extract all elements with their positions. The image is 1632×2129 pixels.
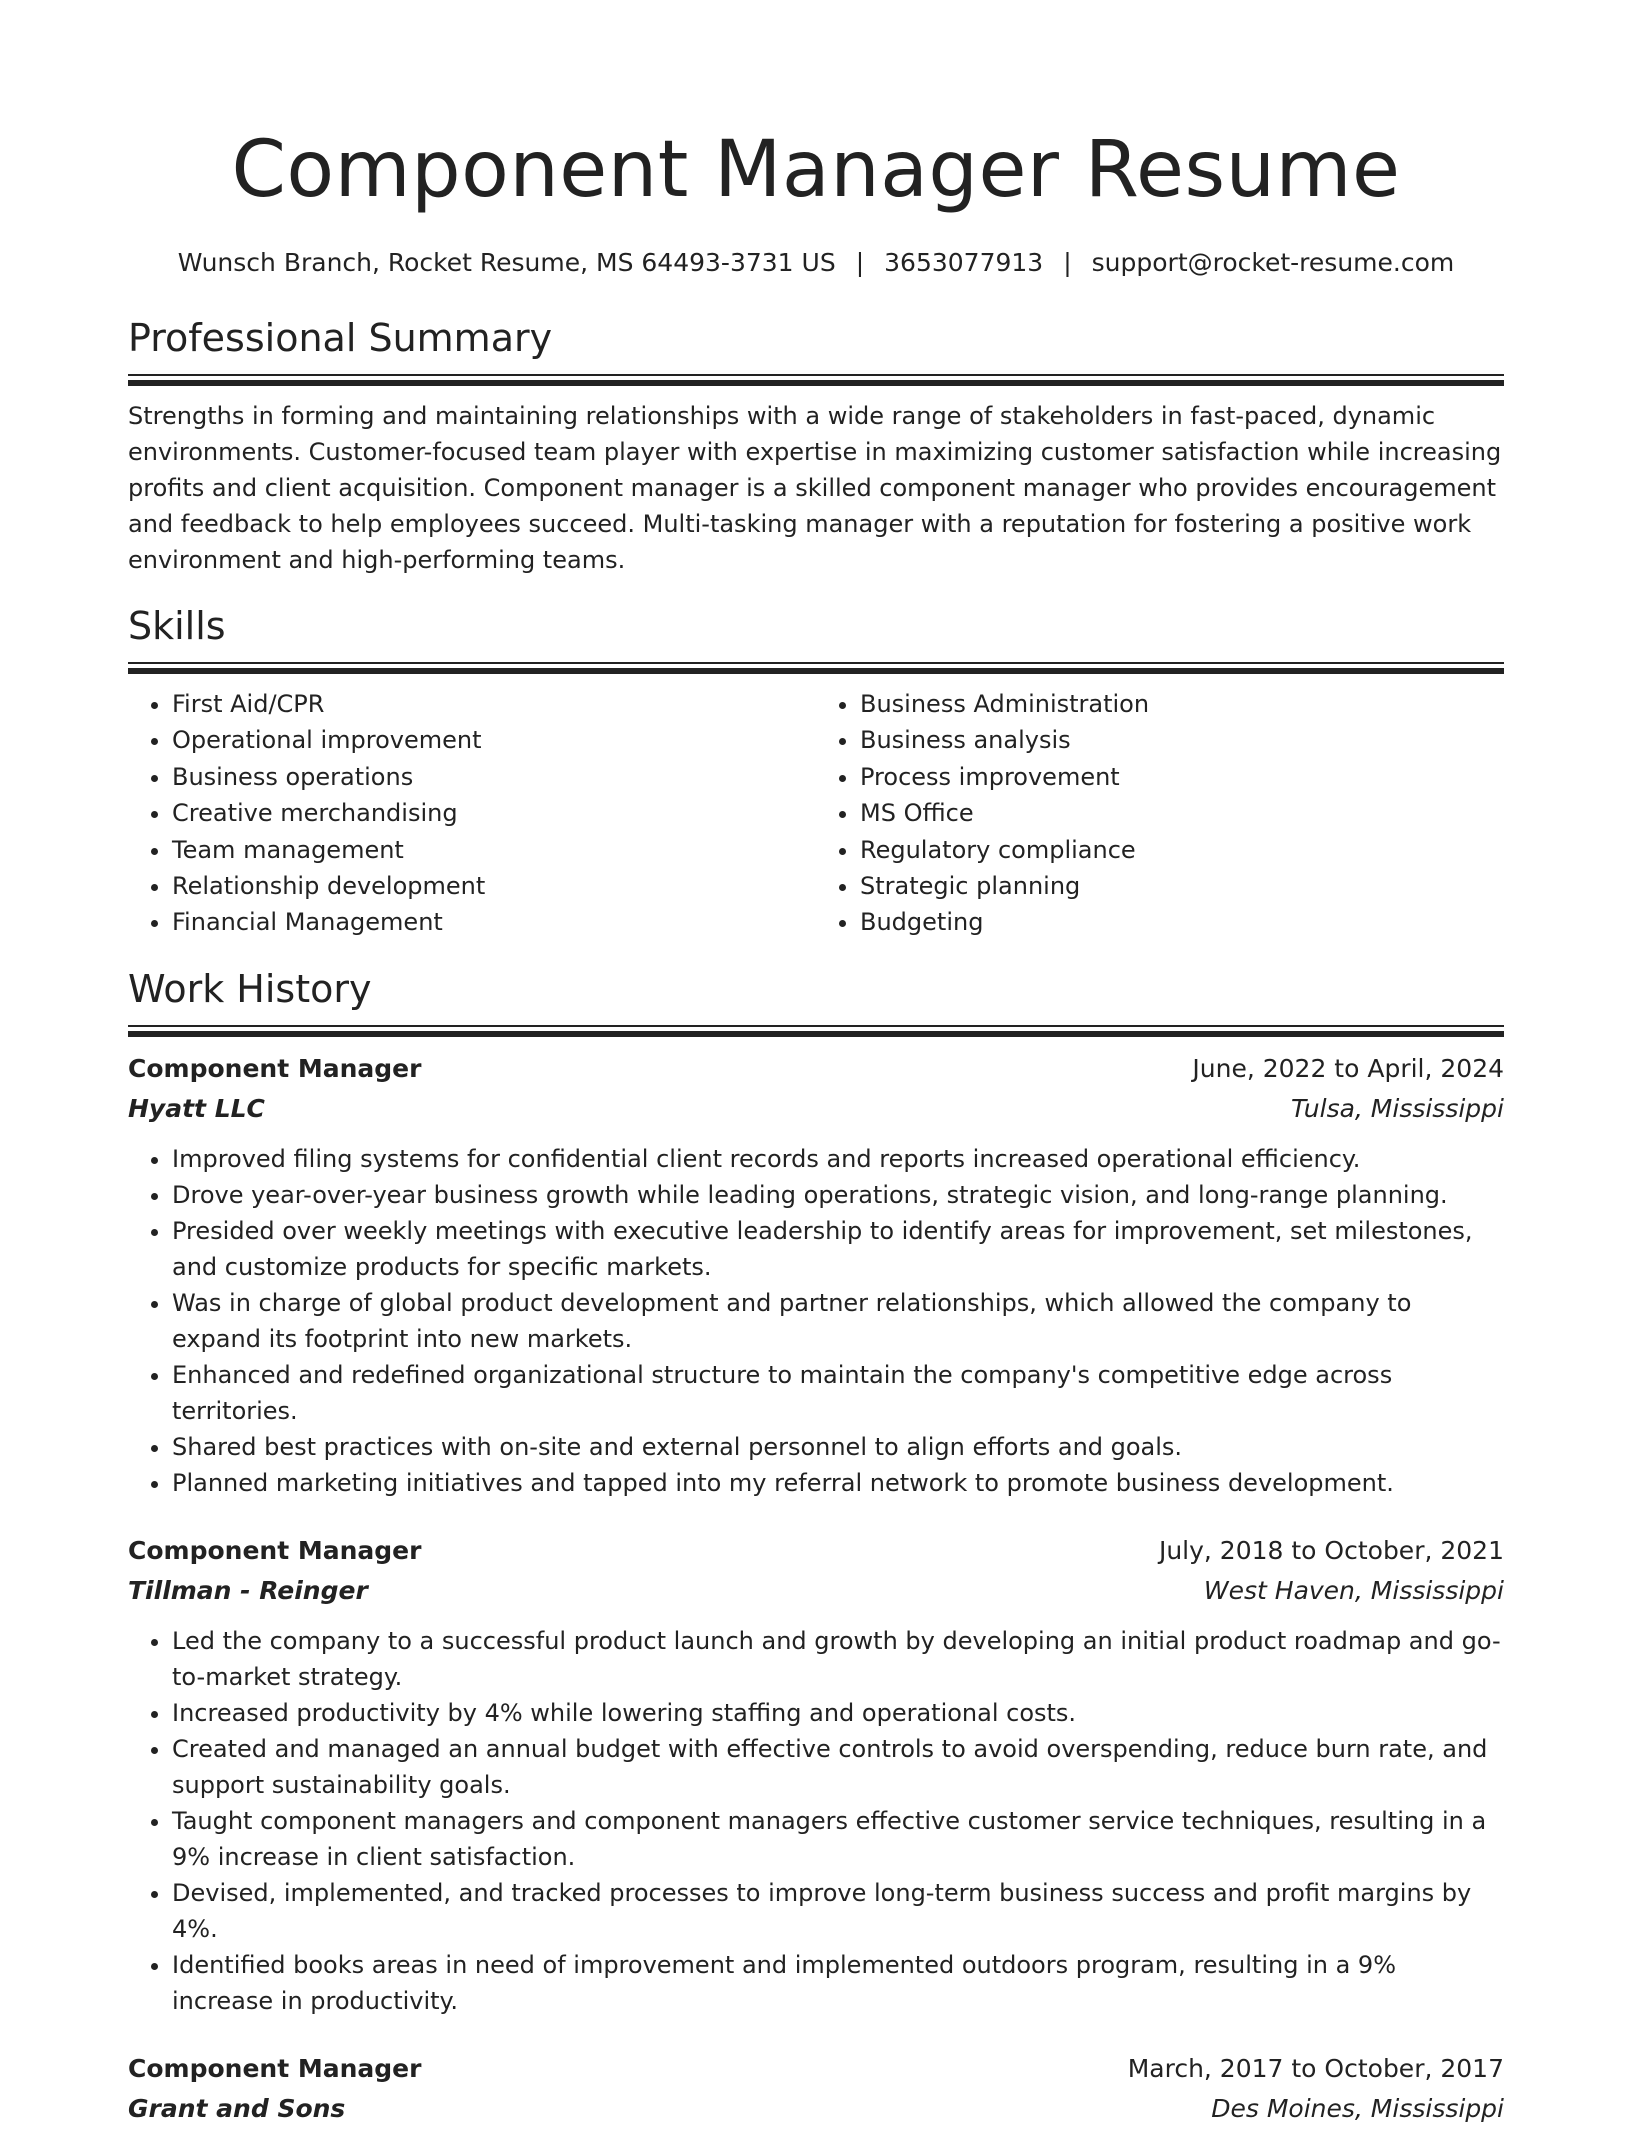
- section-divider: [128, 662, 1504, 674]
- job-bullet: • Planned marketing initiatives and tapped into my referral network to promote business development.: [172, 1465, 1504, 1501]
- job-dates: March, 2017 to October, 2017: [1127, 2053, 1504, 2083]
- job-dates: June, 2022 to April, 2024: [1192, 1053, 1504, 1083]
- job-bullet: • Enhanced and redefined organizational structure to maintain the company's competitive edge across territories.: [172, 1357, 1504, 1429]
- skill-item: • First Aid/CPR: [172, 686, 816, 722]
- job-entry: [128, 1049, 1504, 1501]
- section-divider: [128, 374, 1504, 386]
- job-bullet: • Drove year-over-year business growth while leading operations, strategic vision, and long-range planning.: [172, 1177, 1504, 1213]
- skills-section: [128, 602, 1504, 941]
- resume-title: Component Manager Resume: [231, 125, 1401, 215]
- job-company: Grant and Sons: [128, 2093, 346, 2123]
- job-bullet: • Presided over weekly meetings with executive leadership to identify areas for improvement, set milestones, and customize products for specific markets.: [172, 1213, 1504, 1285]
- job-location: Des Moines, Mississippi: [1211, 2093, 1504, 2123]
- skill-item: • Process improvement: [860, 759, 1504, 795]
- job-entry: [128, 1531, 1504, 2019]
- skill-item: • Business analysis: [860, 722, 1504, 758]
- summary-text: Strengths in forming and maintaining relationships with a wide range of stakeholders in fast-paced, dynamic environments. Customer-focused team player with expertise in maximizing customer satisfaction while increasing profits and client acquisition. Component manager is a skilled component manager who provides encouragement and feedback to help employees succeed. Multi-tasking manager with a reputation for fostering a positive work environment and high-performing teams.: [128, 402, 1502, 574]
- job-bullet: • Was in charge of global product development and partner relationships, which allowed the company to expand its footprint into new markets.: [172, 1285, 1504, 1357]
- skill-item: • MS Office: [860, 795, 1504, 831]
- job-location: West Haven, Mississippi: [1203, 1575, 1504, 1605]
- skill-item: • Operational improvement: [172, 722, 816, 758]
- skill-item: • Relationship development: [172, 868, 816, 904]
- skills-column-left: [128, 686, 816, 941]
- job-bullet: • Created and managed an annual budget with effective controls to avoid overspending, reduce burn rate, and support sustainability goals.: [172, 1731, 1504, 1803]
- job-bullets: [128, 1141, 1504, 1501]
- skill-item: • Business Administration: [860, 686, 1504, 722]
- job-entry: [128, 2049, 1504, 2129]
- section-divider: [128, 1025, 1504, 1037]
- summary-section: [128, 314, 1504, 578]
- job-bullet: • Identified books areas in need of improvement and implemented outdoors program, resulting in a 9% increase in productivity.: [172, 1947, 1504, 2019]
- job-title: Component Manager: [128, 2053, 422, 2083]
- skill-item: • Strategic planning: [860, 868, 1504, 904]
- contact-address: Wunsch Branch, Rocket Resume, MS 64493-3731 US: [177, 248, 836, 277]
- job-bullet: • Devised, implemented, and tracked processes to improve long-term business success and profit margins by 4%.: [172, 1875, 1504, 1947]
- skill-item: • Financial Management: [172, 904, 816, 940]
- work-history-section: [128, 965, 1504, 2129]
- contact-email: support@rocket-resume.com: [1091, 248, 1455, 277]
- job-bullet: • Improved filing systems for confidential client records and reports increased operational efficiency.: [172, 1141, 1504, 1177]
- contact-phone: 3653077913: [884, 248, 1044, 277]
- job-company: Tillman - Reinger: [128, 1575, 368, 1605]
- job-bullet: • Taught component managers and component managers effective customer service techniques, resulting in a 9% increase in client satisfaction.: [172, 1803, 1504, 1875]
- contact-line: [128, 246, 1504, 280]
- skill-item: • Business operations: [172, 759, 816, 795]
- skills-list: [128, 686, 1504, 941]
- contact-separator: |: [1063, 248, 1072, 277]
- job-bullet: • Increased productivity by 4% while lowering staffing and operational costs.: [172, 1695, 1504, 1731]
- job-location: Tulsa, Mississippi: [1291, 1093, 1504, 1123]
- job-title: Component Manager: [128, 1053, 422, 1083]
- job-bullet: • Led the company to a successful product launch and growth by developing an initial product roadmap and go-to-market strategy.: [172, 1623, 1504, 1695]
- section-heading-skills: Skills: [128, 604, 226, 648]
- skills-column-right: [816, 686, 1504, 941]
- job-title: Component Manager: [128, 1535, 422, 1565]
- job-company: Hyatt LLC: [128, 1093, 265, 1123]
- section-heading-work-history: Work History: [128, 966, 372, 1011]
- section-heading-summary: Professional Summary: [128, 316, 553, 360]
- skill-item: • Creative merchandising: [172, 795, 816, 831]
- job-dates: July, 2018 to October, 2021: [1158, 1535, 1504, 1565]
- skill-item: • Budgeting: [860, 904, 1504, 940]
- contact-separator: |: [855, 248, 865, 277]
- job-bullet: • Shared best practices with on-site and external personnel to align efforts and goals.: [172, 1429, 1504, 1465]
- skill-item: • Team management: [172, 832, 816, 868]
- skill-item: • Regulatory compliance: [860, 832, 1504, 868]
- job-bullets: [128, 1623, 1504, 2019]
